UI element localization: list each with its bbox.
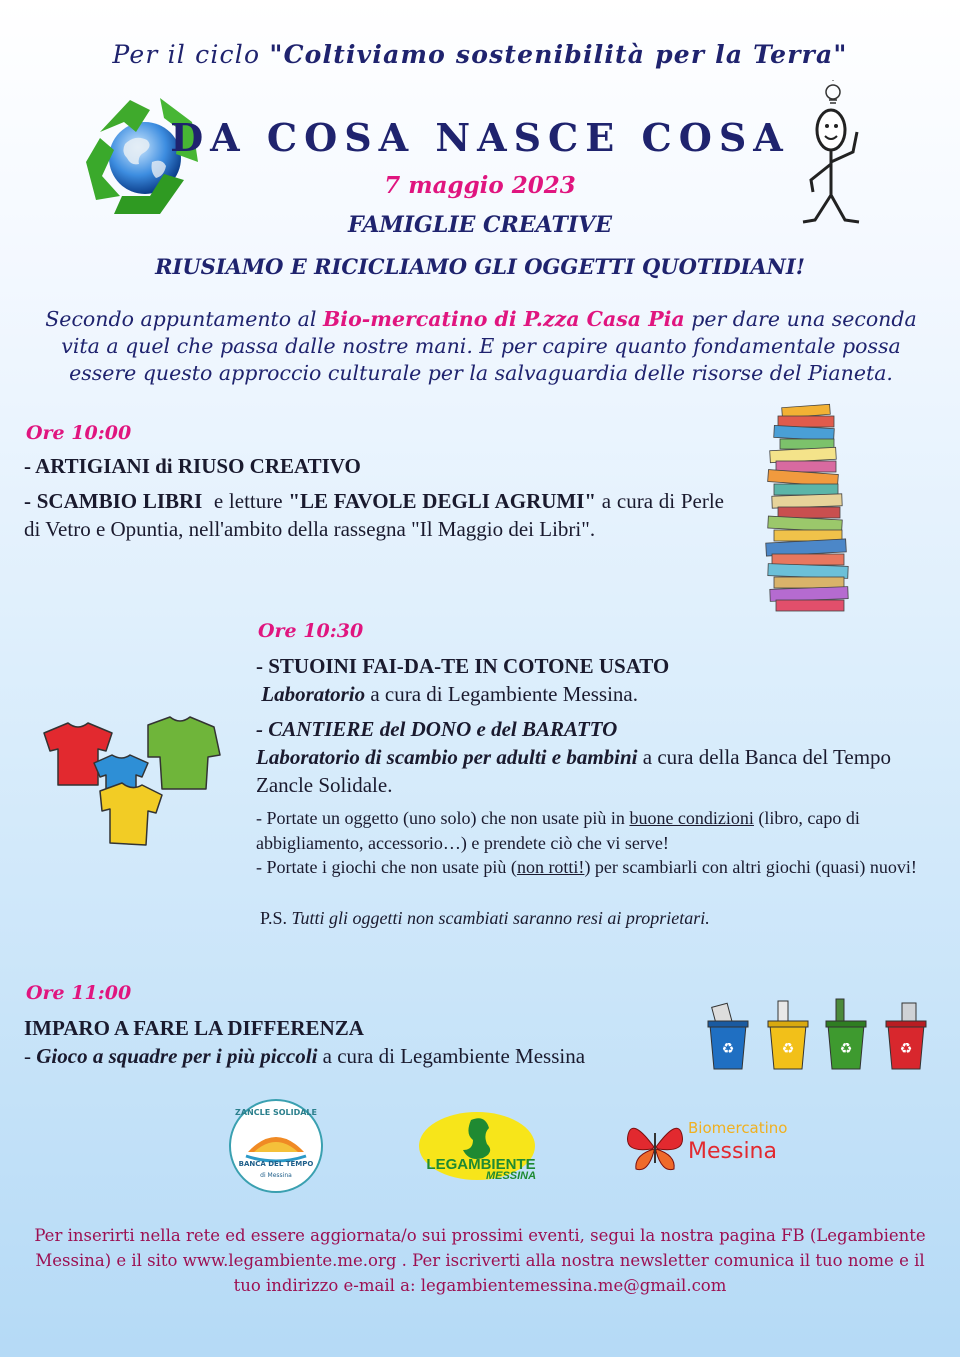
zancle-bank: BANCA DEL TEMPO <box>238 1160 314 1168</box>
mats-label: - STUOINI FAI-DA-TE IN COTONE USATO <box>256 654 670 678</box>
note-object <box>256 806 946 855</box>
difference-label: IMPARO A FARE LA DIFFERENZA <box>24 1016 364 1040</box>
biomercatino-name: Biomercatino <box>688 1119 788 1137</box>
svg-text:♻: ♻ <box>899 1041 913 1057</box>
ps-text: Tutti gli oggetti non scambiati saranno resi ai proprietari. <box>291 908 710 928</box>
book-swap-label: - SCAMBIO LIBRI <box>24 489 203 513</box>
barter-lab-rest: a cura della Banca del Tempo Zancle Solidale. <box>256 745 892 797</box>
footer-info: Per inserirti nella rete ed essere aggiornata/o sui prossimi eventi, segui la nostra pagina FB (Legambiente Messina) e il sito www.legambiente.me.org . Per iscriverti alla nostra newsletter comunica il tuo nome e il tuo indirizzo e-mail a: legambientemessina.me@gmail.com <box>34 1226 926 1295</box>
note-toys <box>256 855 946 880</box>
time-1000: Ore 10:00 <box>26 422 132 444</box>
svg-text:♻: ♻ <box>781 1041 795 1057</box>
mats-lab-rest: a cura di Legambiente Messina. <box>365 682 638 706</box>
cycle-prefix: Per il ciclo <box>112 40 270 69</box>
barter-label: - CANTIERE del DONO e del BARATTO <box>256 717 618 741</box>
barter-item <box>256 715 936 743</box>
zancle-city: di Messina <box>260 1172 292 1179</box>
subtitle-reuse: RIUSIAMO E RICICLIAMO GLI OGGETTI QUOTIDIANI! <box>155 254 805 279</box>
cycle-name: "Coltiviamo sostenibilità per la Terra" <box>269 40 848 69</box>
ps-label: P.S. <box>260 908 292 928</box>
event-date: 7 maggio 2023 <box>384 172 576 199</box>
legambiente-name: LEGAMBIENTE <box>426 1156 536 1173</box>
svg-text:♻: ♻ <box>721 1041 735 1057</box>
tshirts-icon <box>30 715 230 855</box>
note-object-condition: buone condizioni <box>629 808 754 828</box>
team-game-dash: - <box>24 1044 37 1068</box>
books-stack-icon <box>760 402 860 614</box>
svg-text:♻: ♻ <box>839 1041 853 1057</box>
stick-figure-idea-icon <box>795 80 875 230</box>
mats-lab <box>256 680 936 708</box>
note-toys-condition: non rotti! <box>516 857 585 877</box>
legambiente-city: MESSINA <box>485 1170 537 1182</box>
note-object-a: - Portate un oggetto (uno solo) che non usate più in <box>256 808 630 828</box>
biomercatino-city: Messina <box>688 1139 777 1164</box>
book-swap-rest: a cura di Perle di Vetro e Opuntia, nell'ambito della rassegna "Il Maggio dei Libri". <box>24 489 724 541</box>
barter-notes <box>256 806 946 880</box>
team-game-rest: a cura di Legambiente Messina <box>317 1044 586 1068</box>
biomercatino-logo <box>624 1115 824 1177</box>
postscript <box>260 906 940 931</box>
intro-text-after: per dare una seconda vita a quel che passa dalle nostre mani. E per capire quanto fondamentale possa essere questo approccio culturale per la salvaguardia delle risorse del Pianeta. <box>61 307 917 385</box>
butterfly-icon <box>624 1119 686 1175</box>
subtitle-families: FAMIGLIE CREATIVE <box>348 212 612 238</box>
intro-text-before: Secondo appuntamento al <box>45 307 323 331</box>
legambiente-logo <box>415 1110 547 1188</box>
team-game-item <box>24 1042 724 1070</box>
note-object-b: (libro, capo di abbigliamento, accessorio…) e prendete ciò che vi serve! <box>256 808 860 853</box>
difference-item <box>24 1014 724 1042</box>
zancle-solidale-logo <box>228 1098 324 1194</box>
intro-location: Bio-mercatino di P.zza Casa Pia <box>322 307 685 331</box>
book-swap-item <box>24 487 724 543</box>
recycling-bins-icon <box>706 995 934 1075</box>
barter-lab <box>256 743 941 799</box>
note-toys-b: ) per scambiarli con altri giochi (quasi) nuovi! <box>584 857 917 877</box>
time-1100: Ore 11:00 <box>26 982 132 1004</box>
mats-item <box>256 652 936 680</box>
note-toys-a: - Portate i giochi che non usate più ( <box>256 857 517 877</box>
artisans-label: - ARTIGIANI di RIUSO CREATIVO <box>24 454 361 478</box>
zancle-name: ZANCLE SOLIDALE <box>235 1108 317 1117</box>
team-game-label: Gioco a squadre per i più piccoli <box>36 1044 318 1068</box>
book-swap-title: "LE FAVOLE DEGLI AGRUMI" <box>288 489 597 513</box>
page-title: DA COSA NASCE COSA <box>170 115 790 160</box>
artisans-item <box>24 452 724 480</box>
book-swap-mid: e letture <box>202 489 289 513</box>
cycle-line <box>0 40 960 69</box>
mats-lab-label: Laboratorio <box>261 682 366 706</box>
intro-paragraph <box>26 306 936 387</box>
time-1030: Ore 10:30 <box>258 620 364 642</box>
barter-lab-label: Laboratorio di scambio per adulti e bambini <box>256 745 638 769</box>
